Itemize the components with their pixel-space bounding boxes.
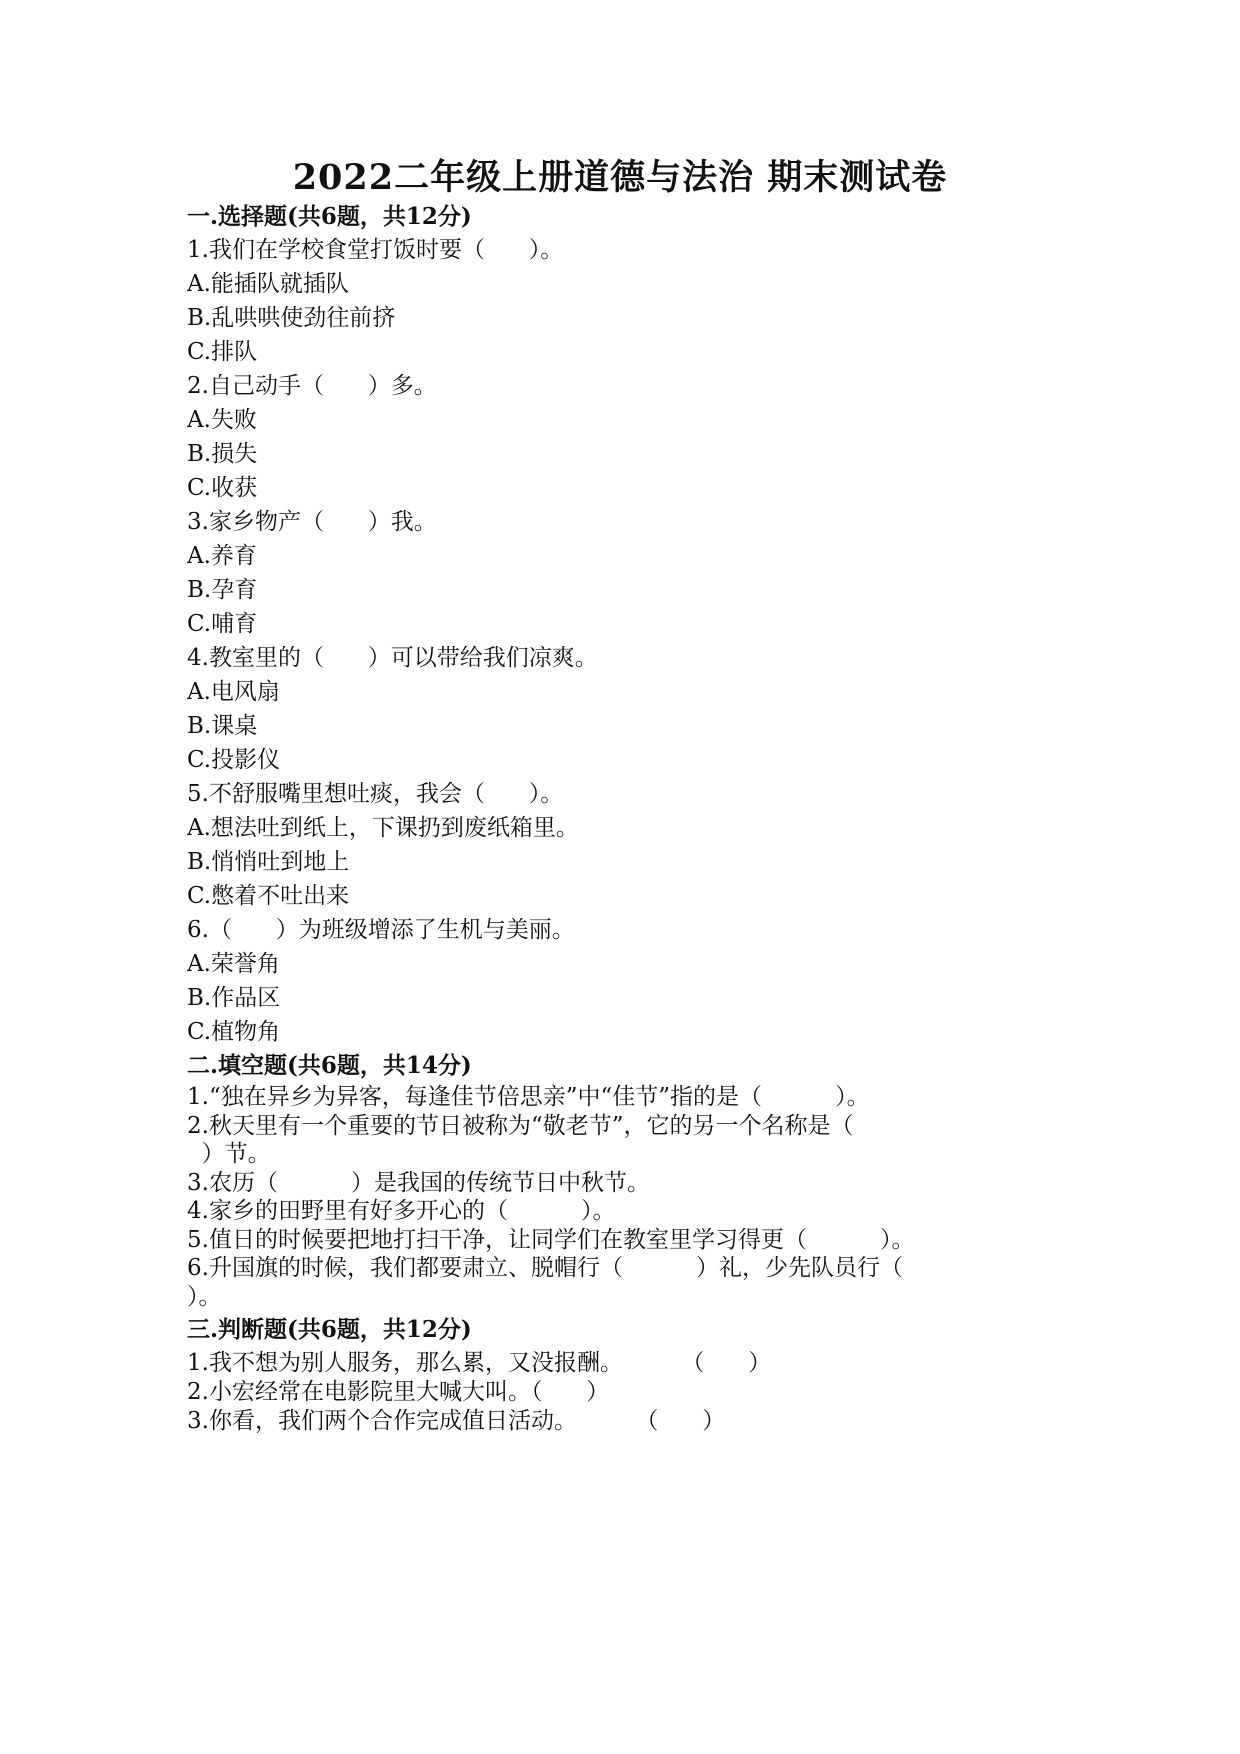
page-title: 2022二年级上册道德与法治 期末测试卷 [292,157,948,198]
judge-question-line: 3.你看，我们两个合作完成值日活动。 （ ） [187,1408,726,1434]
fill-question-line: 1.“独在异乡为异客，每逢佳节倍思亲”中“佳节”指的是（ ）。 [187,1084,870,1110]
section-heading-judge: 三.判断题(共6题，共12分) [187,1316,472,1343]
option-c: C.投影仪 [187,747,281,773]
option-b: B.孕育 [187,577,258,603]
choice-section [187,200,1187,1049]
option-b: B.悄悄吐到地上 [187,849,350,875]
fill-question-line: 4.家乡的田野里有好多开心的（ ）。 [187,1198,616,1224]
option-c: C.植物角 [187,1019,281,1045]
option-a: A.养育 [187,543,257,569]
fill-question-line: ）节。 [187,1141,271,1167]
option-c: C.憋着不吐出来 [187,883,350,909]
option-b: B.损失 [187,441,258,467]
option-a: A.电风扇 [187,679,280,705]
option-c: C.收获 [187,475,258,501]
option-b: B.课桌 [187,713,258,739]
option-a: A.能插队就插队 [187,271,349,297]
judge-question-line: 1.我不想为别人服务，那么累，又没报酬。 （ ） [187,1350,772,1376]
question-stem: 6.（ ）为班级增添了生机与美丽。 [187,917,575,943]
question-stem: 4.教室里的（ ）可以带给我们凉爽。 [187,645,598,671]
option-b: B.作品区 [187,985,281,1011]
fill-question-line: 2.秋天里有一个重要的节日被称为“敬老节”，它的另一个名称是（ [187,1112,854,1139]
section-heading-choice: 一.选择题(共6题，共12分) [187,203,472,230]
exam-content [187,200,1187,1436]
question-stem: 3.家乡物产（ ）我。 [187,509,437,535]
option-c: C.排队 [187,339,258,365]
fill-question-line: ）。 [187,1283,222,1310]
question-stem: 5.不舒服嘴里想吐痰，我会（ ）。 [187,781,564,807]
option-a: A.荣誉角 [187,951,280,977]
question-stem: 2.自己动手（ ）多。 [187,373,437,399]
option-a: A.想法吐到纸上，下课扔到废纸箱里。 [187,815,579,841]
fill-question-line: 3.农历（ ）是我国的传统节日中秋节。 [187,1169,651,1196]
option-b: B.乱哄哄使劲往前挤 [187,305,396,331]
judge-section [187,1311,1187,1436]
fill-question-line: 6.升国旗的时候，我们都要肃立、脱帽行（ ）礼，少先队员行（ [187,1255,904,1281]
option-a: A.失败 [187,407,257,433]
fill-question-line: 5.值日的时候要把地打扫干净，让同学们在教室里学习得更（ ）。 [187,1226,915,1253]
judge-question-line: 2.小宏经常在电影院里大喊大叫。（ ） [187,1379,610,1405]
option-c: C.哺育 [187,611,258,637]
question-stem: 1.我们在学校食堂打饭时要（ ）。 [187,237,564,263]
fill-section [187,1049,1187,1311]
section-heading-fill: 二.填空题(共6题，共14分) [187,1052,472,1079]
